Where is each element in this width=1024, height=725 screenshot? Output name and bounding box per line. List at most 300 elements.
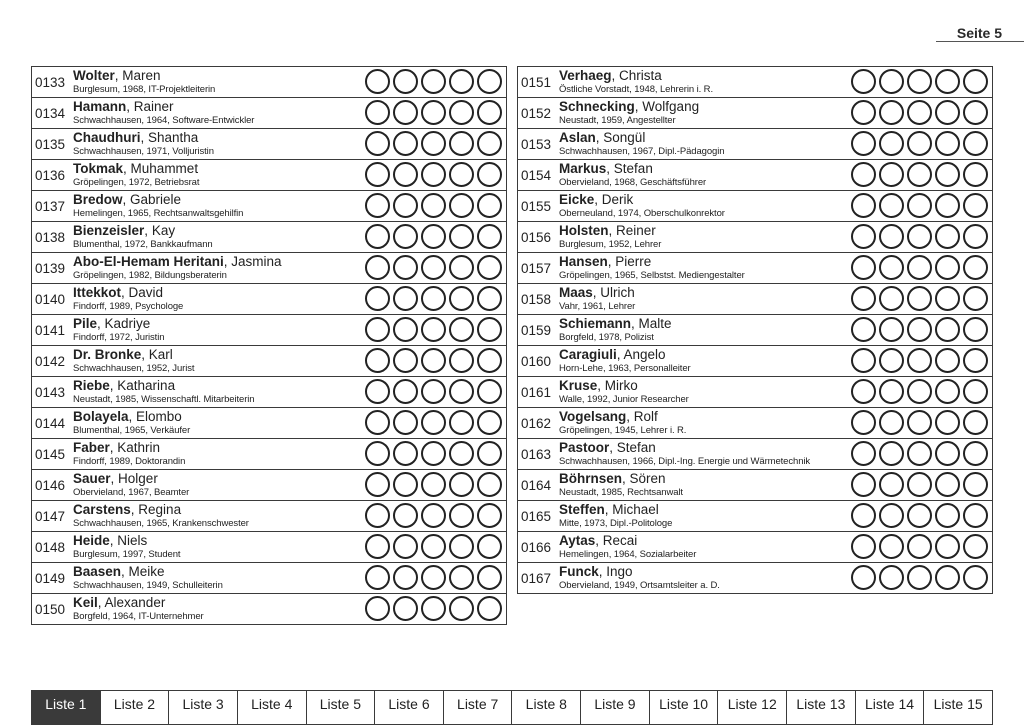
candidate-last-name: Faber [73,440,110,455]
candidate-number: 0152 [521,106,552,121]
vote-circles [365,348,502,373]
vote-circle[interactable] [421,317,446,342]
candidate-name: Markus, Stefan [559,161,653,176]
vote-circle[interactable] [393,596,418,621]
vote-circle[interactable] [879,317,904,342]
vote-circle[interactable] [879,100,904,125]
candidate-number: 0153 [521,137,552,152]
vote-circle[interactable] [907,255,932,280]
vote-circle[interactable] [477,348,502,373]
vote-circle[interactable] [449,410,474,435]
vote-circle[interactable] [393,286,418,311]
vote-circle[interactable] [935,100,960,125]
vote-circle[interactable] [963,503,988,528]
vote-circle[interactable] [851,503,876,528]
vote-circle[interactable] [393,69,418,94]
candidate-last-name: Ittekkot [73,285,122,300]
vote-circle[interactable] [449,131,474,156]
vote-circle[interactable] [365,410,390,435]
vote-circle[interactable] [365,224,390,249]
vote-circle[interactable] [393,317,418,342]
vote-circle[interactable] [907,100,932,125]
candidate-row [517,66,993,98]
candidate-last-name: Abo-El-Hemam Heritani [73,254,224,269]
vote-circle[interactable] [879,69,904,94]
vote-circle[interactable] [421,565,446,590]
candidate-column-right [517,66,993,594]
candidate-info: Neustadt, 1985, Wissenschaftl. Mitarbeiterin [73,394,255,405]
vote-circle[interactable] [365,565,390,590]
tab-list[interactable]: Liste 12 [717,690,787,725]
vote-circle[interactable] [935,441,960,466]
vote-circle[interactable] [851,131,876,156]
candidate-first-name: Kadriye [104,316,151,331]
candidate-row [31,531,507,563]
vote-circle[interactable] [935,162,960,187]
candidate-name: Baasen, Meike [73,564,165,579]
candidate-last-name: Aslan [559,130,596,145]
vote-circle[interactable] [365,472,390,497]
vote-circle[interactable] [393,224,418,249]
vote-circle[interactable] [365,596,390,621]
vote-circle[interactable] [477,596,502,621]
vote-circle[interactable] [907,503,932,528]
vote-circle[interactable] [365,441,390,466]
vote-circles [851,379,988,404]
vote-circles [365,131,502,156]
tab-list[interactable]: Liste 6 [374,690,444,725]
candidate-number: 0143 [35,385,66,400]
vote-circle[interactable] [879,503,904,528]
vote-circle[interactable] [449,472,474,497]
candidate-info: Burglesum, 1997, Student [73,549,181,560]
vote-circles [365,472,502,497]
tab-list[interactable]: Liste 4 [237,690,307,725]
candidate-row [517,562,993,594]
candidate-name: Faber, Kathrin [73,440,161,455]
candidate-info: Obervieland, 1949, Ortsamtsleiter a. D. [559,580,720,591]
candidate-info: Borgfeld, 1978, Polizist [559,332,654,343]
vote-circle[interactable] [935,131,960,156]
tab-list[interactable]: Liste 2 [100,690,170,725]
vote-circle[interactable] [477,255,502,280]
vote-circles [851,286,988,311]
vote-circle[interactable] [365,100,390,125]
vote-circle[interactable] [421,503,446,528]
header-rule [936,41,1024,42]
candidate-row [517,97,993,129]
vote-circle[interactable] [477,131,502,156]
vote-circle[interactable] [365,131,390,156]
candidate-number: 0142 [35,354,66,369]
vote-circle[interactable] [477,162,502,187]
vote-circle[interactable] [907,565,932,590]
vote-circle[interactable] [477,193,502,218]
candidate-number: 0150 [35,602,66,617]
candidate-last-name: Kruse [559,378,598,393]
vote-circle[interactable] [449,286,474,311]
candidate-info: Neustadt, 1959, Angestellter [559,115,676,126]
vote-circle[interactable] [449,565,474,590]
vote-circle[interactable] [879,131,904,156]
vote-circle[interactable] [935,503,960,528]
vote-circle[interactable] [963,162,988,187]
candidate-first-name: Holger [118,471,158,486]
vote-circle[interactable] [449,317,474,342]
vote-circles [365,534,502,559]
vote-circle[interactable] [477,69,502,94]
vote-circle[interactable] [879,162,904,187]
vote-circle[interactable] [851,348,876,373]
vote-circle[interactable] [907,534,932,559]
vote-circle[interactable] [963,131,988,156]
vote-circle[interactable] [963,69,988,94]
vote-circle[interactable] [365,317,390,342]
list-tabs [31,690,993,725]
candidate-first-name: Ingo [606,564,633,579]
vote-circle[interactable] [421,472,446,497]
candidate-first-name: Ulrich [600,285,635,300]
candidate-row [31,221,507,253]
page-title: Seite 5 [956,25,1002,41]
vote-circle[interactable] [365,193,390,218]
candidate-last-name: Dr. Bronke [73,347,142,362]
vote-circles [851,317,988,342]
tab-list[interactable]: Liste 13 [786,690,856,725]
tab-list[interactable]: Liste 1 [31,690,101,725]
candidate-row [517,345,993,377]
vote-circle[interactable] [421,410,446,435]
vote-circle[interactable] [393,441,418,466]
vote-circle[interactable] [935,224,960,249]
vote-circle[interactable] [477,534,502,559]
candidate-name: Ittekkot, David [73,285,164,300]
candidate-first-name: Recai [602,533,638,548]
vote-circle[interactable] [879,379,904,404]
vote-circle[interactable] [963,379,988,404]
vote-circle[interactable] [963,441,988,466]
vote-circle[interactable] [963,348,988,373]
candidate-info: Schwachhausen, 1966, Dipl.-Ing. Energie und Wärmetechnik [559,456,811,467]
vote-circle[interactable] [963,193,988,218]
vote-circle[interactable] [851,565,876,590]
tab-list[interactable]: Liste 9 [580,690,650,725]
candidate-last-name: Pile [73,316,98,331]
candidate-first-name: Angelo [623,347,666,362]
vote-circle[interactable] [851,441,876,466]
candidate-last-name: Hansen [559,254,608,269]
vote-circle[interactable] [879,224,904,249]
vote-circle[interactable] [365,162,390,187]
vote-circle[interactable] [393,162,418,187]
vote-circle[interactable] [365,534,390,559]
tab-list[interactable]: Liste 5 [306,690,376,725]
vote-circles [851,348,988,373]
candidate-name: Wolter, Maren [73,68,161,83]
vote-circle[interactable] [393,379,418,404]
vote-circle[interactable] [851,286,876,311]
candidate-name: Carstens, Regina [73,502,182,517]
candidate-number: 0138 [35,230,66,245]
vote-circle[interactable] [879,286,904,311]
vote-circle[interactable] [421,224,446,249]
vote-circle[interactable] [879,193,904,218]
vote-circle[interactable] [477,472,502,497]
vote-circle[interactable] [963,255,988,280]
vote-circle[interactable] [365,255,390,280]
vote-circle[interactable] [963,317,988,342]
vote-circle[interactable] [935,286,960,311]
vote-circles [365,255,502,280]
candidate-first-name: Muhammet [130,161,199,176]
vote-circle[interactable] [449,534,474,559]
candidate-first-name: Elombo [136,409,182,424]
candidate-row [31,500,507,532]
vote-circle[interactable] [393,131,418,156]
vote-circle[interactable] [907,441,932,466]
candidate-name: Aytas, Recai [559,533,638,548]
candidate-number: 0154 [521,168,552,183]
candidate-last-name: Baasen [73,564,122,579]
vote-circle[interactable] [963,410,988,435]
candidate-last-name: Holsten [559,223,609,238]
candidate-info: Schwachhausen, 1949, Schulleiterin [73,580,223,591]
vote-circle[interactable] [393,193,418,218]
vote-circle[interactable] [421,286,446,311]
vote-circle[interactable] [851,69,876,94]
vote-circle[interactable] [393,255,418,280]
candidate-info: Findorff, 1972, Juristin [73,332,165,343]
candidate-first-name: Kay [151,223,176,238]
tab-list[interactable]: Liste 15 [923,690,993,725]
candidate-number: 0156 [521,230,552,245]
vote-circle[interactable] [963,100,988,125]
vote-circle[interactable] [477,379,502,404]
vote-circle[interactable] [449,596,474,621]
vote-circle[interactable] [907,472,932,497]
vote-circle[interactable] [365,69,390,94]
tab-list[interactable]: Liste 10 [649,690,719,725]
candidate-info: Östliche Vorstadt, 1948, Lehrerin i. R. [559,84,713,95]
vote-circle[interactable] [851,255,876,280]
vote-circle[interactable] [879,441,904,466]
vote-circle[interactable] [421,69,446,94]
candidate-first-name: Songül [603,130,646,145]
candidate-number: 0140 [35,292,66,307]
vote-circle[interactable] [421,379,446,404]
candidate-last-name: Markus [559,161,607,176]
vote-circle[interactable] [449,379,474,404]
vote-circle[interactable] [393,565,418,590]
candidate-number: 0160 [521,354,552,369]
vote-circle[interactable] [477,565,502,590]
vote-circle[interactable] [907,410,932,435]
vote-circle[interactable] [449,348,474,373]
vote-circle[interactable] [851,162,876,187]
candidate-first-name: Jasmina [231,254,282,269]
candidate-name: Funck, Ingo [559,564,633,579]
candidate-row [31,562,507,594]
tab-list[interactable]: Liste 7 [443,690,513,725]
vote-circle[interactable] [851,534,876,559]
vote-circle[interactable] [393,503,418,528]
candidate-last-name: Riebe [73,378,110,393]
vote-circle[interactable] [879,348,904,373]
vote-circle[interactable] [449,224,474,249]
candidate-first-name: Derik [601,192,634,207]
vote-circle[interactable] [851,224,876,249]
tab-list[interactable]: Liste 14 [855,690,925,725]
vote-circle[interactable] [935,193,960,218]
candidate-number: 0163 [521,447,552,462]
vote-circle[interactable] [365,348,390,373]
vote-circle[interactable] [393,534,418,559]
candidate-first-name: Maren [122,68,161,83]
vote-circle[interactable] [935,379,960,404]
vote-circles [365,565,502,590]
candidate-column-left [31,66,507,625]
vote-circle[interactable] [935,348,960,373]
vote-circle[interactable] [935,410,960,435]
vote-circle[interactable] [963,534,988,559]
vote-circle[interactable] [935,317,960,342]
candidate-info: Schwachhausen, 1964, Software-Entwickler [73,115,255,126]
vote-circle[interactable] [365,503,390,528]
candidate-row [517,314,993,346]
vote-circle[interactable] [851,193,876,218]
candidate-info: Findorff, 1989, Doktorandin [73,456,186,467]
vote-circle[interactable] [935,69,960,94]
vote-circle[interactable] [879,472,904,497]
vote-circle[interactable] [879,410,904,435]
vote-circle[interactable] [421,131,446,156]
vote-circle[interactable] [851,472,876,497]
vote-circle[interactable] [907,224,932,249]
candidate-row [517,128,993,160]
vote-circle[interactable] [935,534,960,559]
vote-circles [365,224,502,249]
vote-circle[interactable] [477,503,502,528]
tab-list[interactable]: Liste 3 [168,690,238,725]
vote-circle[interactable] [851,410,876,435]
vote-circle[interactable] [477,317,502,342]
candidate-last-name: Schiemann [559,316,632,331]
vote-circle[interactable] [477,410,502,435]
candidate-info: Borgfeld, 1964, IT-Unternehmer [73,611,204,622]
vote-circle[interactable] [393,410,418,435]
vote-circle[interactable] [449,69,474,94]
candidate-number: 0151 [521,75,552,90]
vote-circle[interactable] [935,255,960,280]
vote-circle[interactable] [421,348,446,373]
candidate-name: Holsten, Reiner [559,223,656,238]
vote-circle[interactable] [851,100,876,125]
vote-circle[interactable] [449,100,474,125]
vote-circle[interactable] [421,441,446,466]
vote-circle[interactable] [907,286,932,311]
vote-circles [365,100,502,125]
vote-circle[interactable] [963,286,988,311]
vote-circle[interactable] [449,441,474,466]
vote-circles [365,286,502,311]
vote-circle[interactable] [851,379,876,404]
vote-circles [851,503,988,528]
candidate-name: Bredow, Gabriele [73,192,182,207]
vote-circle[interactable] [879,565,904,590]
vote-circle[interactable] [907,317,932,342]
vote-circle[interactable] [393,100,418,125]
vote-circle[interactable] [421,162,446,187]
vote-circle[interactable] [963,224,988,249]
vote-circle[interactable] [449,193,474,218]
vote-circle[interactable] [935,565,960,590]
vote-circle[interactable] [421,193,446,218]
vote-circle[interactable] [907,69,932,94]
vote-circle[interactable] [449,162,474,187]
candidate-last-name: Bolayela [73,409,129,424]
vote-circle[interactable] [365,379,390,404]
vote-circle[interactable] [879,534,904,559]
vote-circle[interactable] [935,472,960,497]
candidate-name: Kruse, Mirko [559,378,638,393]
candidate-number: 0146 [35,478,66,493]
candidate-first-name: Sören [629,471,666,486]
vote-circle[interactable] [907,162,932,187]
vote-circle[interactable] [421,255,446,280]
candidate-info: Mitte, 1973, Dipl.-Politologe [559,518,673,529]
vote-circle[interactable] [421,596,446,621]
vote-circle[interactable] [879,255,904,280]
vote-circle[interactable] [477,286,502,311]
vote-circle[interactable] [907,379,932,404]
candidate-info: Obervieland, 1968, Geschäftsführer [559,177,707,188]
vote-circle[interactable] [393,472,418,497]
tab-list[interactable]: Liste 8 [511,690,581,725]
candidate-row [31,407,507,439]
vote-circles [851,193,988,218]
candidate-number: 0141 [35,323,66,338]
candidate-last-name: Keil [73,595,98,610]
candidate-name: Schiemann, Malte [559,316,672,331]
candidate-first-name: Reiner [616,223,656,238]
vote-circle[interactable] [421,534,446,559]
candidate-number: 0137 [35,199,66,214]
vote-circle[interactable] [477,441,502,466]
vote-circle[interactable] [393,348,418,373]
vote-circle[interactable] [449,503,474,528]
vote-circle[interactable] [421,100,446,125]
vote-circle[interactable] [907,193,932,218]
candidate-number: 0149 [35,571,66,586]
candidate-first-name: Regina [138,502,182,517]
vote-circle[interactable] [907,131,932,156]
vote-circle[interactable] [477,100,502,125]
vote-circle[interactable] [449,255,474,280]
vote-circle[interactable] [477,224,502,249]
candidate-row [517,407,993,439]
vote-circle[interactable] [963,565,988,590]
vote-circle[interactable] [963,472,988,497]
candidate-row [31,97,507,129]
vote-circles [851,162,988,187]
vote-circle[interactable] [365,286,390,311]
candidate-row [31,128,507,160]
candidate-name: Dr. Bronke, Karl [73,347,173,362]
candidate-first-name: Mirko [604,378,638,393]
vote-circle[interactable] [851,317,876,342]
candidate-first-name: Gabriele [130,192,182,207]
vote-circle[interactable] [907,348,932,373]
